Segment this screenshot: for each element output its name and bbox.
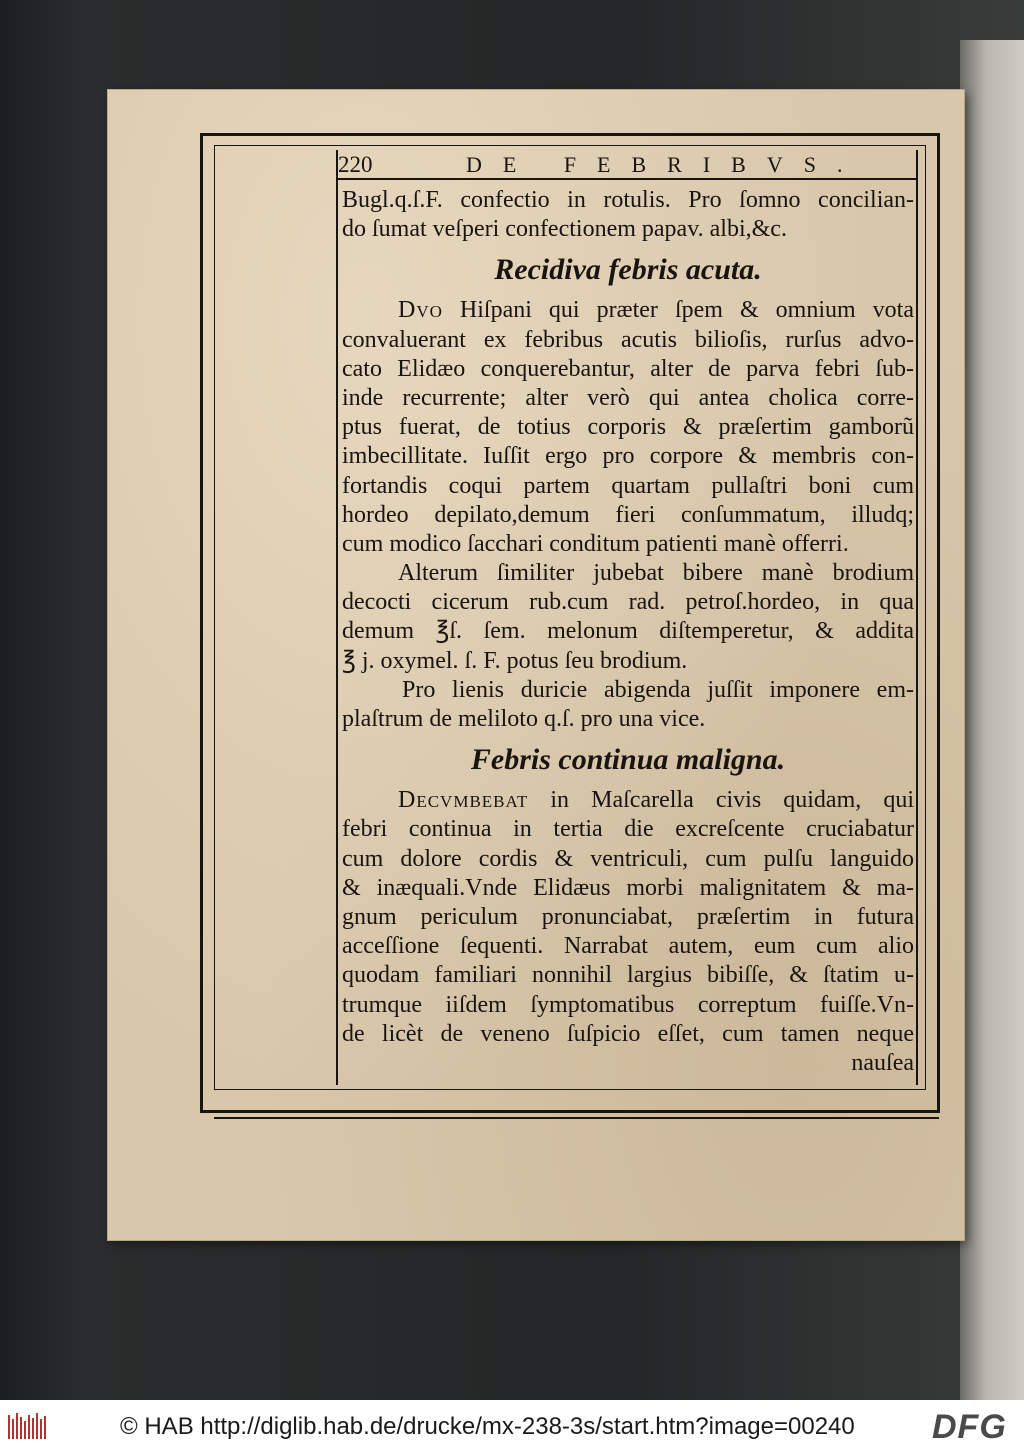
text-column-rule-right — [916, 150, 918, 1085]
text-line — [342, 296, 914, 325]
text-line: fortandis coqui partem quartam pullaſtri boni cum — [342, 472, 914, 499]
text-line: convaluerant ex febribus acutis bilioſis, rurſus advo- — [342, 326, 914, 353]
text-line: Bugl.q.ſ.F. confectio in rotulis. Pro ſomno concilian- — [342, 187, 914, 213]
catchword: nauſea — [851, 1049, 914, 1076]
text-line: demum ℥ſ. ſem. melonum diſtemperetur, & addita — [342, 618, 914, 645]
dfg-logo: DFG — [932, 1408, 1007, 1446]
text-line: imbecillitate. Iuſſit ergo pro corpore & membris con- — [342, 443, 914, 470]
text-line: plaſtrum de meliloto q.ſ. pro una vice. — [342, 706, 706, 732]
text-line: cum modico ſacchari conditum patienti manè offerri. — [342, 530, 849, 557]
text-line: quodam familiari nonnihil largius bibiſſe, & ſtatim u- — [342, 962, 914, 989]
viewer-footer — [0, 1400, 1024, 1453]
text-line: cum dolore cordis & ventriculi, cum pulſu languido — [342, 845, 914, 872]
section-heading-febris-continua: Febris continua maligna. — [470, 743, 786, 777]
text-line: do ſumat veſperi confectionem papav. albi,&c. — [342, 216, 787, 243]
header-rule — [336, 178, 918, 180]
text-line: febri continua in tertia die excreſcente cruciabatur — [342, 816, 914, 843]
text-line: Pro lienis duricie abigenda juſſit imponere em- — [402, 676, 914, 703]
initial-word: Decvmbebat — [398, 787, 529, 814]
text-line: hordeo depilato,demum fieri conſummatum, illudq; — [342, 501, 914, 528]
text-line: & inæquali.Vnde Elidæus morbi malignitatem & ma- — [342, 874, 914, 901]
text-line: ℥ j. oxymel. ſ. F. potus ſeu brodium. — [342, 647, 688, 674]
text-line: cato Elidæo conquerebantur, alter de parva febri ſub- — [342, 355, 914, 382]
page-number: 220 — [338, 152, 373, 177]
hab-barcode-icon — [8, 1413, 48, 1441]
text-line: inde recurrente; alter verò qui antea cholica corre- — [342, 384, 914, 411]
text-line: Alterum ſimiliter jubebat bibere manè brodium — [398, 560, 914, 587]
text-line-rest: Hiſpani qui præter ſpem & omnium vota — [442, 297, 914, 324]
section-heading-recidiva: Recidiva febris acuta. — [494, 253, 762, 287]
text-line: decocti cicerum rub.cum rad. petroſ.hordeo, in qua — [342, 589, 914, 616]
initial-word: Dvo — [398, 297, 443, 324]
copyright-link[interactable]: © HAB http://diglib.hab.de/drucke/mx-238-3s/start.htm?image=00240 — [120, 1413, 855, 1440]
text-line-rest: in Maſcarella civis quidam, qui — [528, 787, 914, 814]
page-header — [338, 152, 916, 178]
adjacent-page-edge — [960, 40, 1024, 1400]
text-line: trumque iiſdem ſymptomatibus correptum fuiſſe.Vn- — [342, 991, 914, 1018]
text-line: ptus fuerat, de totius corporis & præſertim gamborũ — [342, 414, 914, 441]
text-line: acceſſione ſequenti. Narrabat autem, eum cum alio — [342, 933, 914, 960]
text-column-rule-left — [336, 150, 338, 1085]
page-text — [342, 186, 914, 1078]
text-line: gnum periculum pronunciabat, præſertim in futura — [342, 903, 914, 930]
running-head: DE FEBRIBVS. — [466, 152, 864, 177]
footer-rule — [214, 1117, 939, 1119]
text-line: de licèt de veneno ſuſpicio eſſet, cum tamen neque — [342, 1020, 914, 1047]
text-line — [342, 786, 914, 815]
